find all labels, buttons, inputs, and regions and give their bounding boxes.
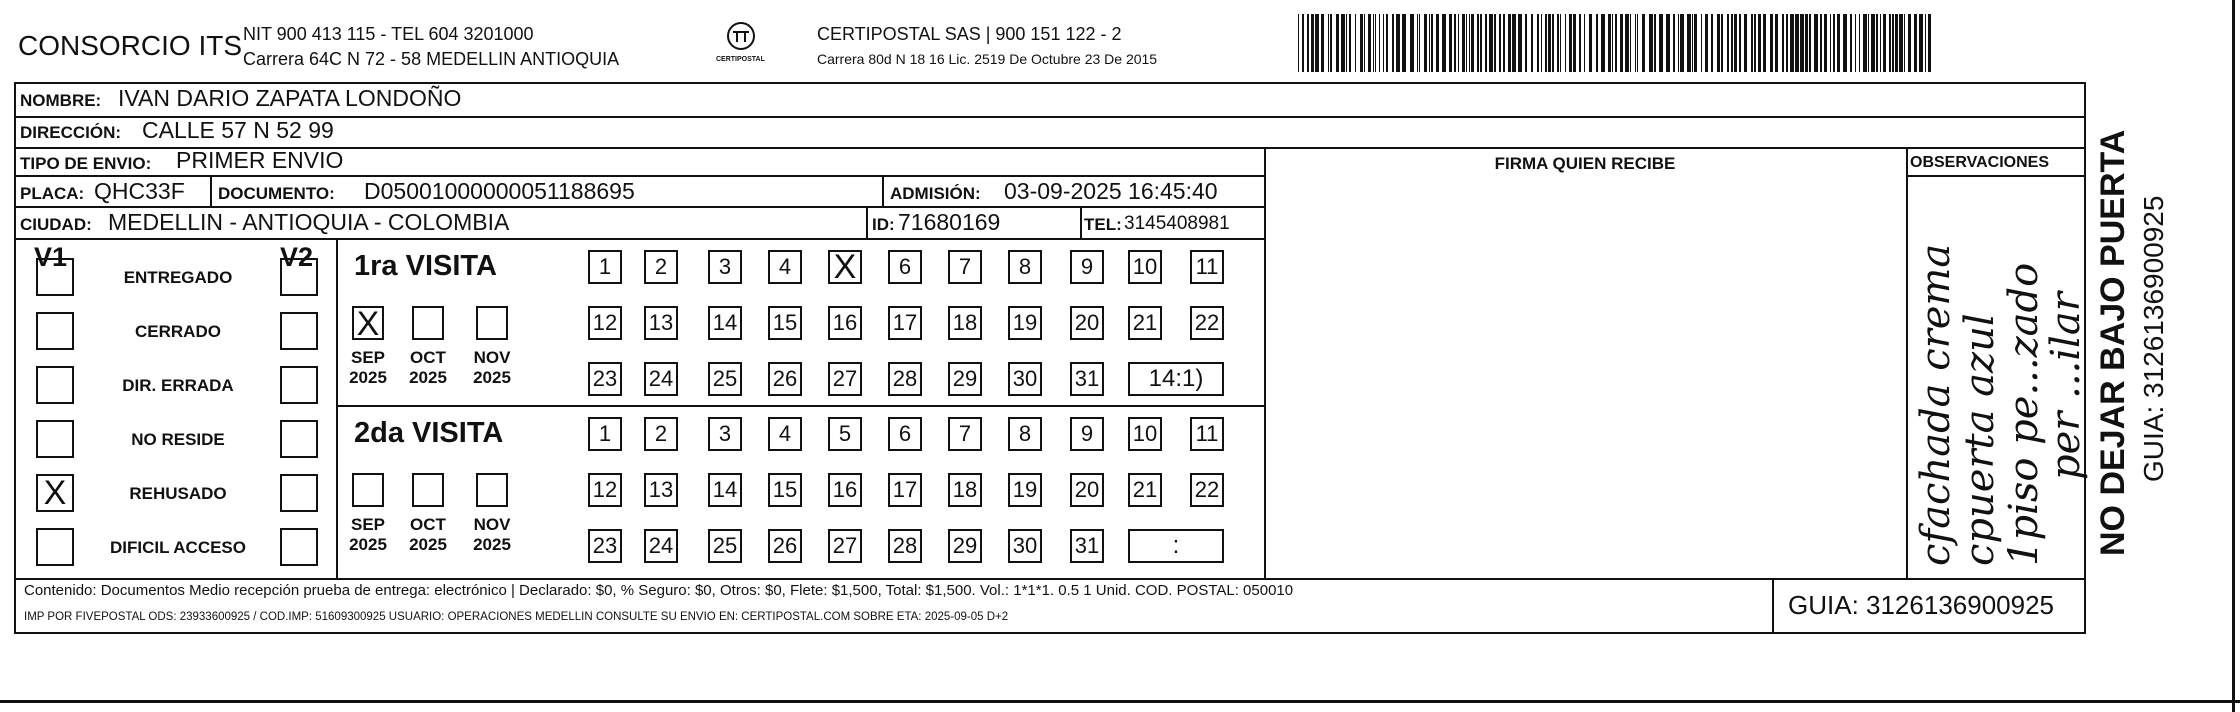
v2-checkbox[interactable] bbox=[280, 366, 318, 404]
handwritten-note: per ...ilar bbox=[2043, 292, 2089, 480]
day-box[interactable]: 29 bbox=[948, 529, 982, 563]
day-box[interactable]: 2 bbox=[644, 417, 678, 451]
day-box[interactable]: 22 bbox=[1190, 306, 1224, 340]
logo-caption: CERTIPOSTAL bbox=[716, 56, 765, 63]
day-box[interactable]: 28 bbox=[888, 529, 922, 563]
carrier-address: Carrera 80d N 18 16 Lic. 2519 De Octubre 23 De 2015 bbox=[817, 51, 1158, 67]
month-label: OCT bbox=[410, 348, 446, 367]
visit-title: 2da VISITA bbox=[354, 417, 504, 449]
day-box[interactable]: 18 bbox=[948, 473, 982, 507]
month-year: 2025 bbox=[349, 535, 387, 554]
company-address: Carrera 64C N 72 - 58 MEDELLIN ANTIOQUIA bbox=[243, 49, 620, 69]
day-box[interactable]: 18 bbox=[948, 306, 982, 340]
v1-label: V1 bbox=[34, 242, 68, 272]
shipment-type: PRIMER ENVIO bbox=[176, 147, 344, 173]
day-box[interactable]: 27 bbox=[828, 529, 862, 563]
v2-checkbox[interactable] bbox=[280, 258, 318, 296]
ciudad-value: MEDELLIN - ANTIOQUIA - COLOMBIA bbox=[108, 209, 510, 235]
day-box[interactable]: 13 bbox=[644, 306, 678, 340]
status-label: DIR. ERRADA bbox=[122, 376, 234, 395]
day-box[interactable]: 23 bbox=[588, 529, 622, 563]
nombre-label: NOMBRE: bbox=[20, 91, 102, 110]
tipo-envio-label: TIPO DE ENVIO: bbox=[20, 154, 152, 173]
day-box[interactable]: 22 bbox=[1190, 473, 1224, 507]
v1-checkbox[interactable] bbox=[36, 420, 74, 458]
day-box[interactable]: 30 bbox=[1008, 529, 1042, 563]
direccion-label: DIRECCIÓN: bbox=[20, 123, 122, 142]
status-label: DIFICIL ACCESO bbox=[109, 538, 246, 557]
company-nit: NIT 900 413 115 - TEL 604 3201000 bbox=[243, 24, 534, 44]
time-box[interactable]: : bbox=[1128, 529, 1224, 563]
v1-checkbox[interactable] bbox=[36, 312, 74, 350]
month-year: 2025 bbox=[473, 368, 511, 387]
month-checkbox[interactable] bbox=[476, 306, 508, 340]
handwritten-note: cfachada crema bbox=[1913, 243, 1959, 566]
company-name: CONSORCIO ITS bbox=[18, 30, 243, 61]
ciudad-label: CIUDAD: bbox=[20, 215, 92, 234]
day-box[interactable]: 2 bbox=[644, 250, 678, 284]
day-box[interactable]: X bbox=[828, 250, 862, 284]
day-box[interactable]: 11 bbox=[1190, 250, 1224, 284]
day-box[interactable]: 16 bbox=[828, 306, 862, 340]
day-box[interactable]: 3 bbox=[708, 417, 742, 451]
v2-checkbox[interactable] bbox=[280, 528, 318, 566]
carrier-name: CERTIPOSTAL SAS | 900 151 122 - 2 bbox=[817, 24, 1122, 44]
month-label: SEP bbox=[350, 515, 386, 534]
day-box[interactable]: 31 bbox=[1070, 529, 1104, 563]
day-box[interactable]: 3 bbox=[708, 250, 742, 284]
day-box[interactable]: 8 bbox=[1008, 417, 1042, 451]
day-box[interactable]: 1 bbox=[588, 250, 622, 284]
status-label: ENTREGADO bbox=[123, 268, 233, 287]
day-box[interactable]: 9 bbox=[1070, 250, 1104, 284]
tel-value: 3145408981 bbox=[1124, 213, 1230, 234]
day-box[interactable]: 26 bbox=[768, 529, 802, 563]
documento-value: D05001000000051188695 bbox=[364, 178, 635, 204]
day-box[interactable]: 28 bbox=[888, 362, 922, 396]
day-box[interactable]: 29 bbox=[948, 362, 982, 396]
month-checkbox[interactable] bbox=[412, 306, 444, 340]
v2-checkbox[interactable] bbox=[280, 474, 318, 512]
day-box[interactable]: 19 bbox=[1008, 306, 1042, 340]
v2-checkbox[interactable] bbox=[280, 312, 318, 350]
day-box[interactable]: 9 bbox=[1070, 417, 1104, 451]
footer-guia: GUIA: 3126136900925 bbox=[1788, 590, 2054, 620]
v1-checkbox[interactable] bbox=[36, 528, 74, 566]
day-box[interactable]: 6 bbox=[888, 250, 922, 284]
day-box[interactable]: 14 bbox=[708, 306, 742, 340]
day-box[interactable]: 24 bbox=[644, 362, 678, 396]
footer-contenido: Contenido: Documentos Medio recepción prueba de entrega: electrónico | Declarado: $0, % Seguro: $0, Otros: $0, Flete: $1,500, Total: $1,500. Vol.: 1*1*1. 0.5 1 Unid. COD. POSTAL: 050010 bbox=[24, 582, 1294, 599]
month-checkbox[interactable] bbox=[412, 473, 444, 507]
day-box[interactable]: 15 bbox=[768, 306, 802, 340]
month-label: NOV bbox=[473, 348, 511, 367]
day-box[interactable]: 27 bbox=[828, 362, 862, 396]
time-box[interactable]: 14:1) bbox=[1128, 362, 1224, 396]
month-year: 2025 bbox=[409, 535, 447, 554]
day-box[interactable]: 31 bbox=[1070, 362, 1104, 396]
day-box[interactable]: 17 bbox=[888, 306, 922, 340]
day-box[interactable]: 15 bbox=[768, 473, 802, 507]
day-box[interactable]: 1 bbox=[588, 417, 622, 451]
month-year: 2025 bbox=[409, 368, 447, 387]
day-box[interactable]: 7 bbox=[948, 250, 982, 284]
handwritten-note: cpuerta azul bbox=[1957, 313, 2003, 566]
day-box[interactable]: 20 bbox=[1070, 473, 1104, 507]
day-box[interactable]: 10 bbox=[1128, 417, 1162, 451]
tel-label: TEL: bbox=[1084, 215, 1122, 234]
footer-imp: IMP POR FIVEPOSTAL ODS: 23933600925 / COD.IMP: 51609300925 USUARIO: OPERACIONES MEDELLIN CONSULTE SU ENVIO EN: CERTIPOSTAL.COM SOBRE ETA: 2025-09-05 D+2 bbox=[24, 611, 1009, 623]
v1-checkbox[interactable] bbox=[36, 258, 74, 296]
month-year: 2025 bbox=[349, 368, 387, 387]
day-box[interactable]: 26 bbox=[768, 362, 802, 396]
day-box[interactable]: 4 bbox=[768, 250, 802, 284]
admision-value: 03-09-2025 16:45:40 bbox=[1004, 178, 1218, 204]
day-box[interactable]: 24 bbox=[644, 529, 678, 563]
v2-label: V2 bbox=[280, 242, 314, 272]
side-no-dejar: NO DEJAR BAJO PUERTA bbox=[2094, 129, 2132, 556]
day-box[interactable]: 10 bbox=[1128, 250, 1162, 284]
day-box[interactable]: 21 bbox=[1128, 306, 1162, 340]
v2-checkbox[interactable] bbox=[280, 420, 318, 458]
day-box[interactable]: 17 bbox=[888, 473, 922, 507]
recipient-name: IVAN DARIO ZAPATA LONDOÑO bbox=[118, 85, 462, 111]
day-box[interactable]: 20 bbox=[1070, 306, 1104, 340]
month-checkbox[interactable]: X bbox=[352, 306, 384, 340]
side-guia: GUIA: 3126136900925 bbox=[2138, 195, 2169, 482]
day-box[interactable]: 4 bbox=[768, 417, 802, 451]
handwritten-note: 1piso pe...zado bbox=[2001, 262, 2047, 566]
day-box[interactable]: 16 bbox=[828, 473, 862, 507]
v1-checkbox[interactable]: X bbox=[36, 474, 74, 512]
day-box[interactable]: 6 bbox=[888, 417, 922, 451]
day-box[interactable]: 23 bbox=[588, 362, 622, 396]
day-box[interactable]: 19 bbox=[1008, 473, 1042, 507]
status-label: NO RESIDE bbox=[131, 430, 225, 449]
placa-value: QHC33F bbox=[94, 178, 185, 204]
month-checkbox[interactable] bbox=[352, 473, 384, 507]
v1-checkbox[interactable] bbox=[36, 366, 74, 404]
day-box[interactable]: 8 bbox=[1008, 250, 1042, 284]
visit-title: 1ra VISITA bbox=[354, 250, 497, 282]
day-box[interactable]: 12 bbox=[588, 473, 622, 507]
placa-label: PLACA: bbox=[20, 184, 85, 203]
day-box[interactable]: 25 bbox=[708, 362, 742, 396]
month-year: 2025 bbox=[473, 535, 511, 554]
status-label: REHUSADO bbox=[129, 484, 227, 503]
documento-label: DOCUMENTO: bbox=[218, 184, 335, 203]
day-box[interactable]: 25 bbox=[708, 529, 742, 563]
recipient-address: CALLE 57 N 52 99 bbox=[142, 117, 334, 143]
status-label: CERRADO bbox=[135, 322, 221, 341]
admision-label: ADMISIÓN: bbox=[890, 184, 981, 203]
day-box[interactable]: 7 bbox=[948, 417, 982, 451]
day-box[interactable]: 14 bbox=[708, 473, 742, 507]
day-box[interactable]: 13 bbox=[644, 473, 678, 507]
day-box[interactable]: 30 bbox=[1008, 362, 1042, 396]
day-box[interactable]: 12 bbox=[588, 306, 622, 340]
firma-header: FIRMA QUIEN RECIBE bbox=[1494, 154, 1676, 173]
day-box[interactable]: 5 bbox=[828, 417, 862, 451]
day-box[interactable]: 21 bbox=[1128, 473, 1162, 507]
month-checkbox[interactable] bbox=[476, 473, 508, 507]
month-label: NOV bbox=[473, 515, 511, 534]
id-value: 71680169 bbox=[898, 209, 1001, 235]
certipostal-logo bbox=[706, 18, 776, 70]
month-label: SEP bbox=[350, 348, 386, 367]
month-label: OCT bbox=[410, 515, 446, 534]
barcode bbox=[1296, 14, 1936, 76]
day-box[interactable]: 11 bbox=[1190, 417, 1224, 451]
observaciones-header: OBSERVACIONES bbox=[1910, 154, 2049, 171]
id-label: ID: bbox=[872, 215, 895, 234]
